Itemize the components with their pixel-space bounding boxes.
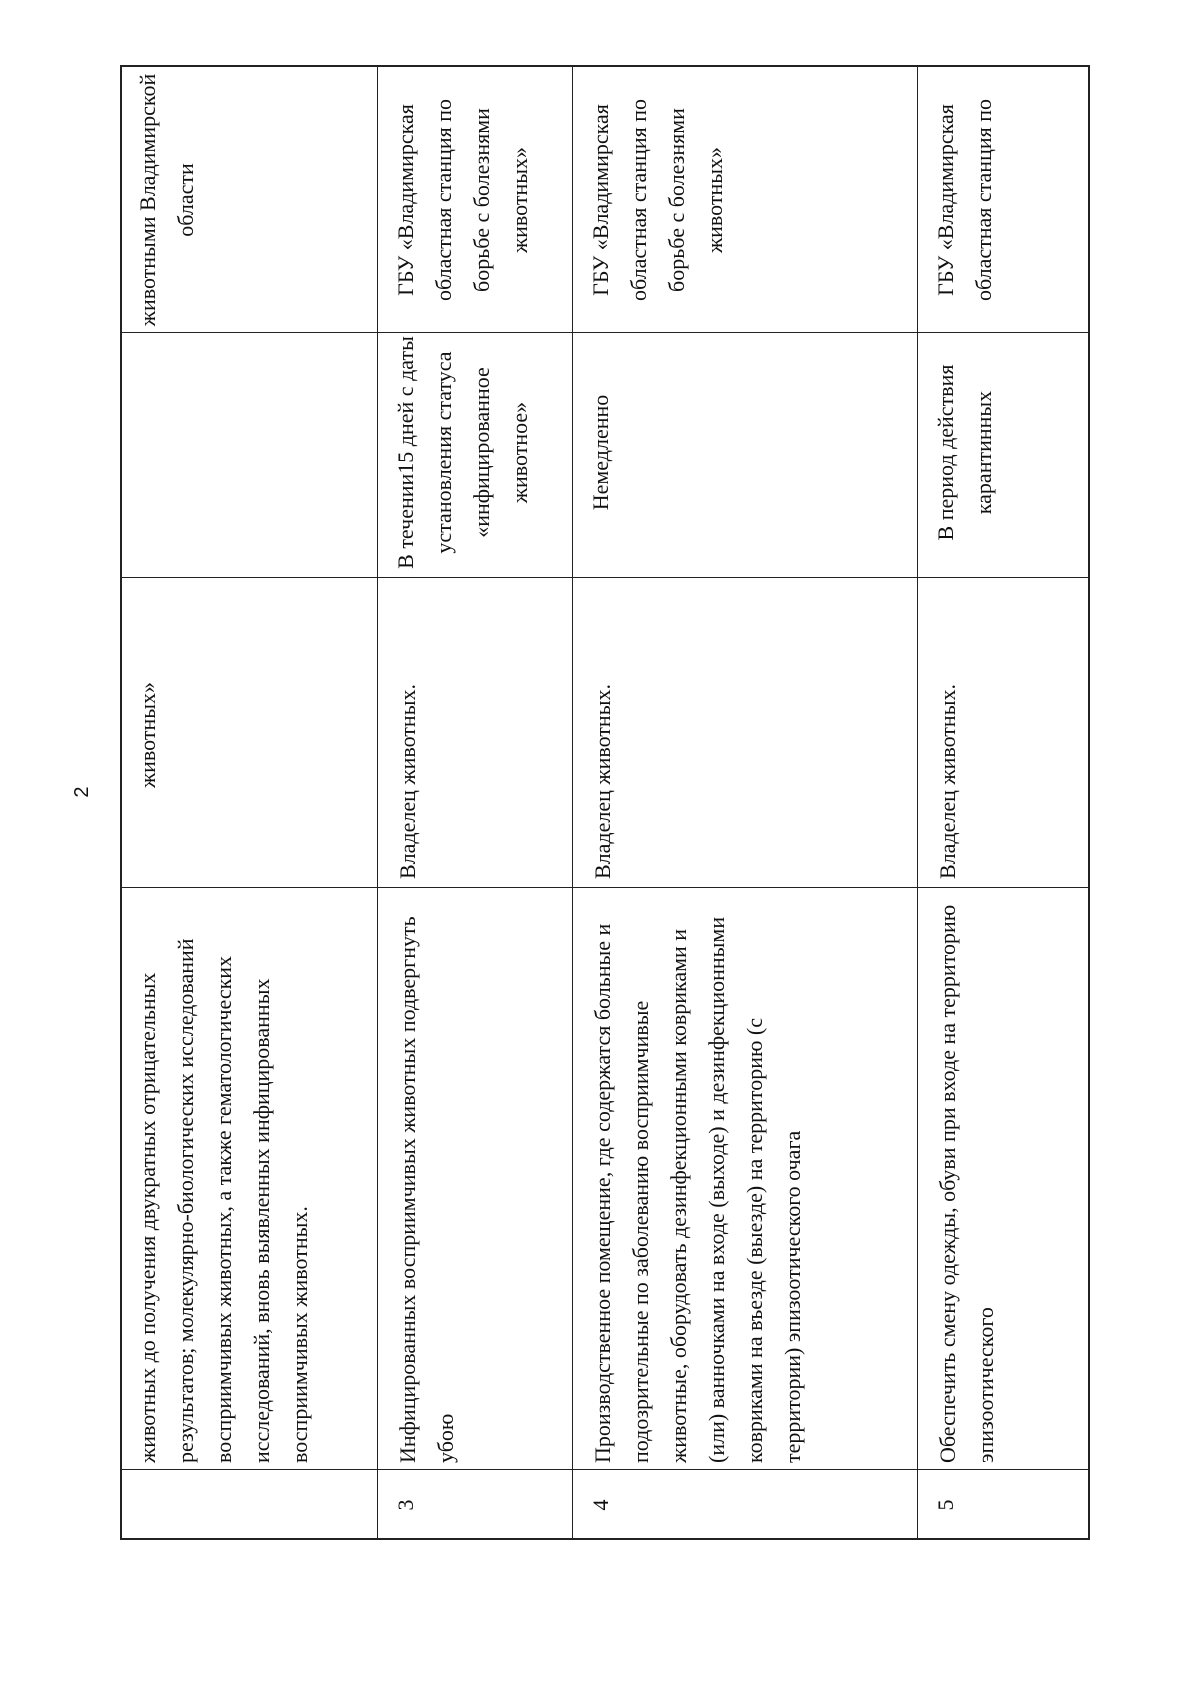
col-divider bbox=[122, 577, 1090, 578]
deadline-cell: В период действия карантинных bbox=[933, 359, 996, 541]
measure-cell: животных до получения двукратных отрицательных результатов; молекулярно-биологических исследований восприимчивых животных, а также гематологических исследований, вновь выявленных инфицированных восприимчивых животных. bbox=[135, 932, 312, 1463]
deadline-cell: В течении15 дней с даты установления статуса «инфицированное животное» bbox=[393, 330, 532, 569]
responsible-cell: ГБУ «Владимирская областная станция по bbox=[933, 98, 996, 302]
row-number: 5 bbox=[933, 1499, 958, 1511]
executor-cell: животных» bbox=[135, 681, 160, 789]
measure-cell: Инфицированных восприимчивых животных подвергнуть убою bbox=[395, 910, 458, 1463]
page-number: 2 bbox=[71, 786, 93, 798]
row-number: 4 bbox=[588, 1499, 613, 1511]
executor-cell: Владелец животных. bbox=[590, 684, 615, 879]
measures-table bbox=[120, 65, 1090, 1540]
row-divider bbox=[572, 67, 573, 1538]
row-divider bbox=[377, 67, 378, 1538]
executor-cell: Владелец животных. bbox=[935, 684, 960, 879]
col-divider bbox=[122, 887, 1090, 888]
row-divider bbox=[917, 67, 918, 1538]
executor-cell: Владелец животных. bbox=[395, 684, 420, 879]
measure-cell: Производственное помещение, где содержатся больные и подозрительные по заболеванию восприимчивые животные, оборудовать дезинфекционными ковриками и (или) ванночками на входе (выходе) и дезинфекционными ковриками на въезде (выезде) на территорию (с территории) эпизоотического очага bbox=[590, 911, 805, 1463]
deadline-cell: Немедленно bbox=[588, 394, 613, 511]
responsible-cell: животными Владимирской области bbox=[135, 68, 198, 327]
responsible-cell: ГБУ «Владимирская областная станция по борьбе с болезнями животных» bbox=[393, 93, 532, 302]
responsible-cell: ГБУ «Владимирская областная станция по борьбе с болезнями животных» bbox=[588, 93, 727, 302]
col-divider bbox=[122, 1469, 1090, 1470]
measure-cell: Обеспечить смену одежды, обуви при входе на территорию эпизоотического bbox=[935, 899, 998, 1463]
row-number: 3 bbox=[393, 1499, 418, 1511]
